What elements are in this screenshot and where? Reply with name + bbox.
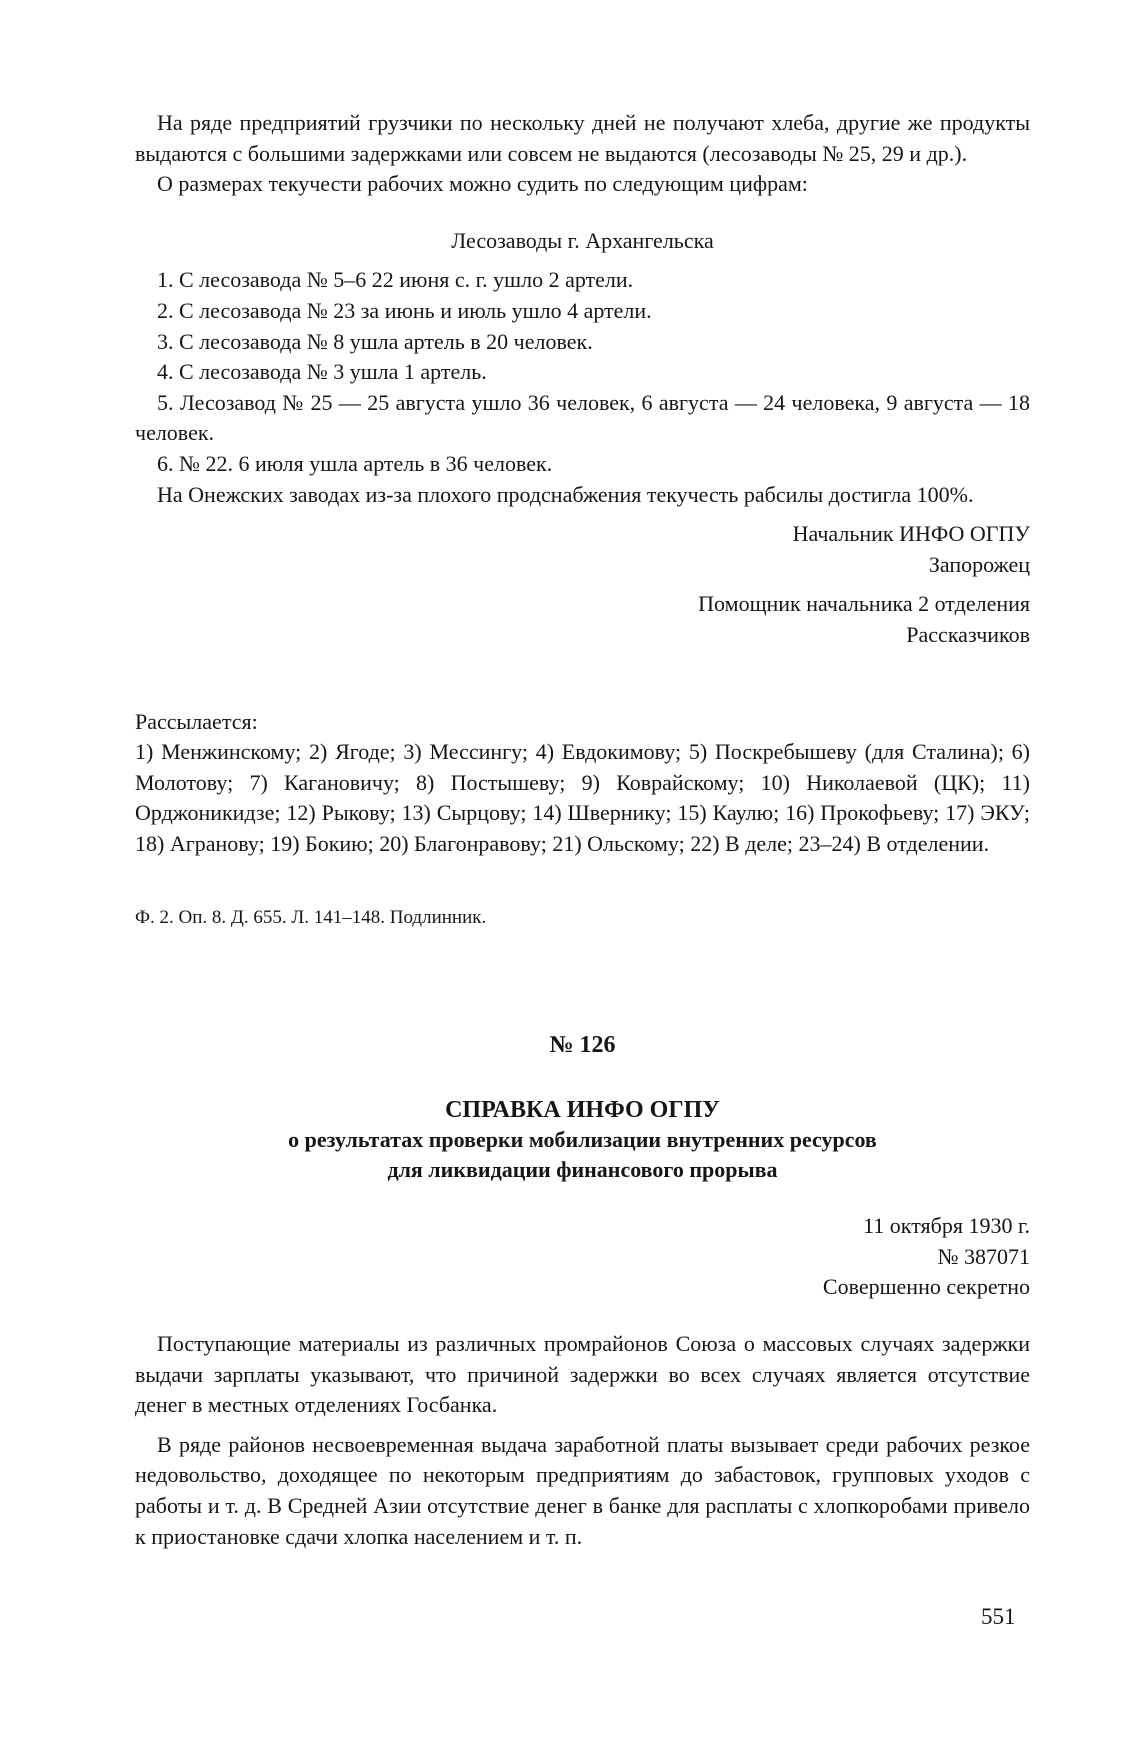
onega-paragraph: На Онежских заводах из-за плохого продснабжения текучесть рабсилы достигла 100%. xyxy=(157,481,974,507)
signature-title-2: Помощник начальника 2 отделения xyxy=(698,591,1030,617)
document-date: 11 октября 1930 г. xyxy=(863,1213,1030,1239)
page-number: 551 xyxy=(981,1604,1016,1629)
distribution-label: Рассылается: xyxy=(135,708,258,734)
body-paragraph-1: Поступающие материалы из различных промрайонов Союза о массовых случаях задержки выдачи зарплаты указывают, что причиной задержки во всех случаях является отсутствие денег в местных отделениях Госбанка. xyxy=(135,1331,1030,1418)
signature-name-1: Запорожец xyxy=(928,551,1030,577)
list-item: 1. С лесозавода № 5–6 22 июня с. г. ушло 2 артели. xyxy=(157,267,634,293)
signature-name-2: Рассказчиков xyxy=(906,621,1030,647)
list-item: 5. Лесозавод № 25 — 25 августа ушло 36 человек, 6 августа — 24 человека, 9 августа — 18 человек. xyxy=(135,389,1030,446)
document-subtitle-line-1: о результатах проверки мобилизации внутренних ресурсов xyxy=(288,1127,877,1153)
document-reference-number: № 387071 xyxy=(937,1243,1030,1269)
archive-source: Ф. 2. Оп. 8. Д. 655. Л. 141–148. Подлинник. xyxy=(135,907,487,929)
list-item: 2. С лесозавода № 23 за июнь и июль ушло 4 артели. xyxy=(157,297,652,323)
intro-paragraph-2: О размерах текучести рабочих можно судить по следующим цифрам: xyxy=(157,171,808,197)
distribution-list: 1) Менжинскому; 2) Ягоде; 3) Мессингу; 4) Евдокимову; 5) Поскребышеву (для Сталина); 6) Молотову; 7) Кагановичу; 8) Постышеву; 9) Коврайскому; 10) Николаевой (ЦК); 11) Орджоникидзе; 12) Рыкову; 13) Сырцову; 14) Швернику; 15) Каулю; 16) Прокофьеву; 17) ЭКУ; 18) Агранову; 19) Бокию; 20) Благонравову; 21) Ольскому; 22) В деле; 23–24) В отделении. xyxy=(135,739,1030,856)
document-subtitle-line-2: для ликвидации финансового прорыва xyxy=(387,1157,778,1183)
document-number: № 126 xyxy=(549,1032,616,1059)
secrecy-stamp: Совершенно секретно xyxy=(822,1274,1030,1300)
body-paragraph-2: В ряде районов несвоевременная выдача заработной платы вызывает среди рабочих резкое недовольство, доходящее по некоторым предприятиям до забастовок, групповых уходов с работы и т. д. В Средней Азии отсутствие денег в банке для расплаты с хлопкоробами привело к приостановке сдачи хлопка населением и т. п. xyxy=(135,1431,1030,1549)
document-title: СПРАВКА ИНФО ОГПУ xyxy=(445,1096,720,1123)
list-item: 3. С лесозавода № 8 ушла артель в 20 человек. xyxy=(157,328,593,354)
intro-paragraph-1: На ряде предприятий грузчики по нескольку дней не получают хлеба, другие же продукты выдаются с большими задержками или совсем не выдаются (лесозаводы № 25, 29 и др.). xyxy=(135,110,1030,166)
list-item: 4. С лесозавода № 3 ушла 1 артель. xyxy=(157,359,487,385)
page-content xyxy=(135,108,1030,1552)
list-item: 6. № 22. 6 июля ушла артель в 36 человек. xyxy=(157,450,553,476)
signature-title-1: Начальник ИНФО ОГПУ xyxy=(792,521,1030,547)
list-heading: Лесозаводы г. Архангельска xyxy=(451,227,714,253)
